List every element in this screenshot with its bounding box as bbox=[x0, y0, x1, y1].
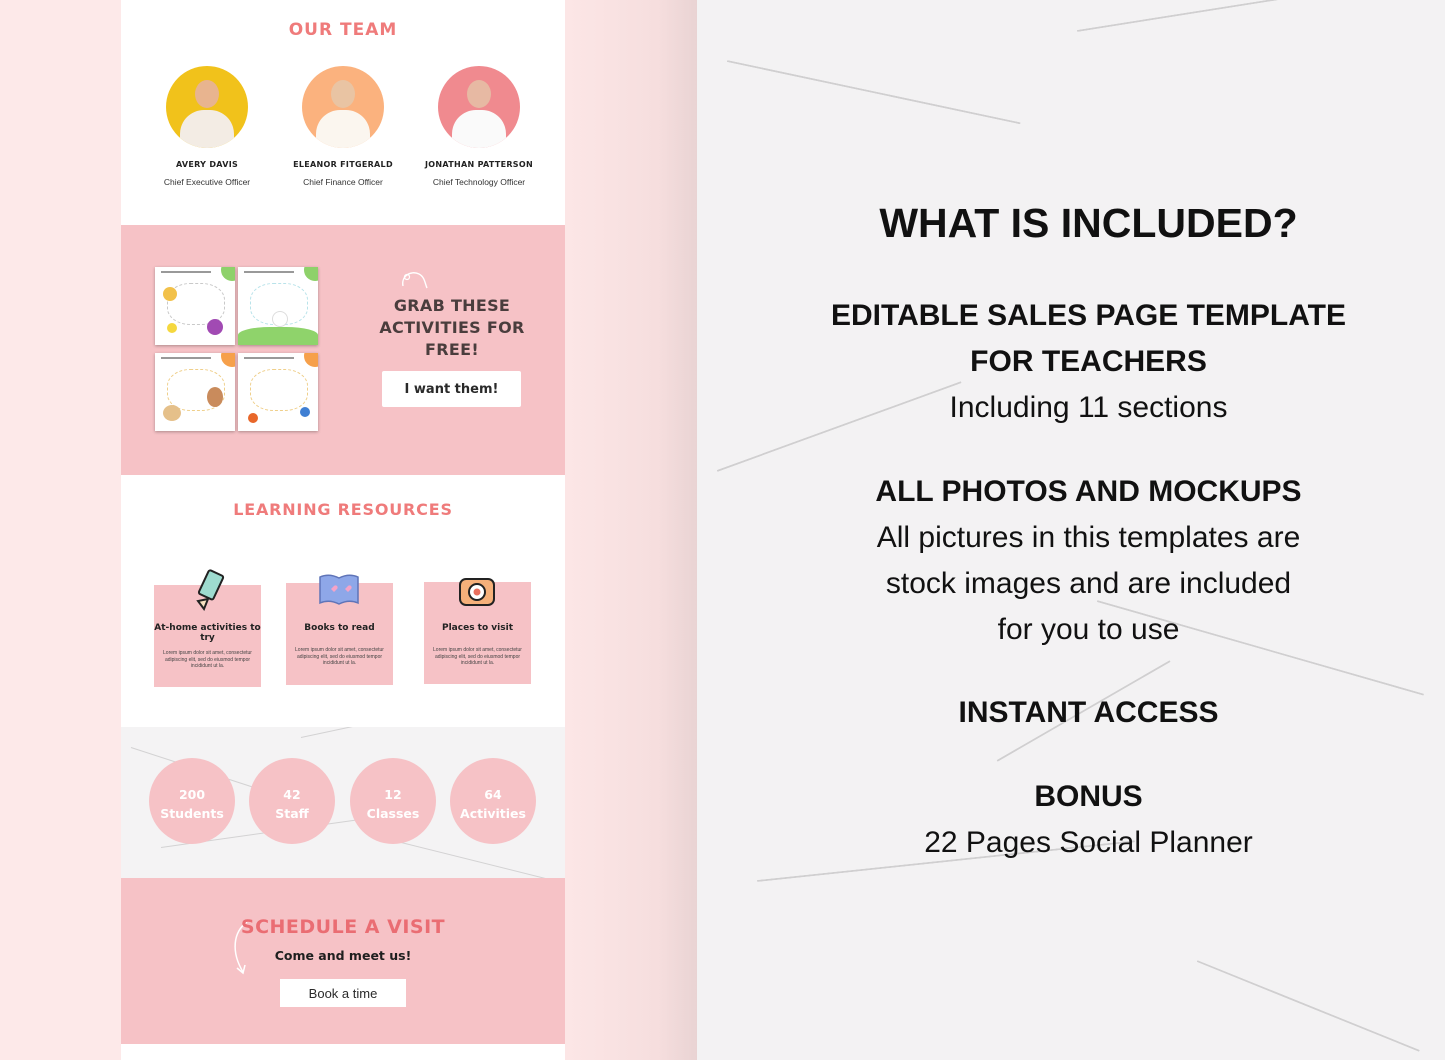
item-description: All pictures in this templates are bbox=[876, 521, 1301, 554]
item-description: 22 Pages Social Planner bbox=[924, 826, 1253, 859]
book-time-button[interactable]: Book a time bbox=[280, 979, 406, 1007]
team-member bbox=[273, 66, 413, 187]
worksheet-thumbnail bbox=[238, 267, 318, 345]
card-text: Lorem ipsum dolor sit amet, consectetur adipiscing elit, sed do eiusmod tempor incididunt ut la. bbox=[295, 647, 384, 666]
member-role: Chief Technology Officer bbox=[432, 177, 526, 187]
item-description: stock images and are included bbox=[885, 567, 1292, 600]
member-role: Chief Finance Officer bbox=[303, 177, 383, 187]
team-member bbox=[137, 66, 277, 187]
card-title: Places to visit bbox=[442, 623, 513, 633]
page-shadow bbox=[565, 0, 697, 1060]
schedule-section bbox=[121, 878, 565, 1044]
pencil-icon bbox=[188, 569, 228, 611]
resource-card[interactable] bbox=[424, 582, 531, 684]
schedule-title: SCHEDULE A VISIT bbox=[240, 916, 446, 938]
member-name: JONATHAN PATTERSON bbox=[425, 160, 533, 169]
item-description: Including 11 sections bbox=[949, 391, 1228, 424]
stat-circle bbox=[450, 758, 536, 844]
freebie-title: GRAB THESE ACTIVITIES FOR FREE! bbox=[379, 296, 525, 359]
item-title: BONUS bbox=[1034, 780, 1143, 813]
stat-number: 12 bbox=[384, 787, 402, 802]
card-title: At-home activities to try bbox=[154, 623, 261, 643]
curved-arrow-icon bbox=[399, 268, 429, 290]
stat-number: 64 bbox=[484, 787, 502, 802]
stat-label: Staff bbox=[275, 806, 309, 821]
stat-circle bbox=[149, 758, 235, 844]
team-member bbox=[409, 66, 549, 187]
team-title: OUR TEAM bbox=[288, 20, 398, 40]
item-title: INSTANT ACCESS bbox=[958, 696, 1219, 729]
sales-page-preview bbox=[121, 0, 565, 1060]
learning-resources-title: LEARNING RESOURCES bbox=[233, 500, 453, 519]
worksheet-thumbnail bbox=[238, 353, 318, 431]
stat-number: 200 bbox=[178, 787, 206, 802]
item-title: EDITABLE SALES PAGE TEMPLATE bbox=[830, 299, 1347, 332]
stat-circle bbox=[249, 758, 335, 844]
member-name: AVERY DAVIS bbox=[175, 160, 239, 169]
included-heading: WHAT IS INCLUDED? bbox=[879, 200, 1298, 246]
included-panel bbox=[697, 0, 1445, 1060]
item-title: FOR TEACHERS bbox=[970, 345, 1207, 378]
stats-section bbox=[121, 727, 565, 878]
worksheet-thumbnail bbox=[155, 353, 235, 431]
resource-card[interactable] bbox=[286, 583, 393, 685]
stat-number: 42 bbox=[283, 787, 301, 802]
member-role: Chief Executive Officer bbox=[163, 177, 251, 187]
avatar bbox=[438, 66, 520, 148]
card-text: Lorem ipsum dolor sit amet, consectetur adipiscing elit, sed do eiusmod tempor incididunt ut la. bbox=[163, 650, 252, 669]
stat-label: Students bbox=[160, 806, 224, 821]
resource-card[interactable] bbox=[154, 585, 261, 687]
claim-freebie-button[interactable]: I want them! bbox=[382, 371, 521, 407]
avatar bbox=[166, 66, 248, 148]
worksheet-thumbnail bbox=[155, 267, 235, 345]
schedule-subtitle: Come and meet us! bbox=[274, 948, 412, 963]
item-description: for you to use bbox=[997, 613, 1180, 646]
card-text: Lorem ipsum dolor sit amet, consectetur adipiscing elit, sed do eiusmod tempor incididunt ut la. bbox=[433, 647, 522, 666]
book-icon bbox=[317, 573, 361, 607]
stat-label: Classes bbox=[366, 806, 420, 821]
stat-circle bbox=[350, 758, 436, 844]
card-title: Books to read bbox=[304, 623, 375, 633]
stat-label: Activities bbox=[460, 806, 526, 821]
avatar bbox=[302, 66, 384, 148]
camera-icon bbox=[458, 573, 496, 607]
member-name: ELEANOR FITGERALD bbox=[293, 160, 393, 169]
item-title: ALL PHOTOS AND MOCKUPS bbox=[875, 475, 1302, 508]
